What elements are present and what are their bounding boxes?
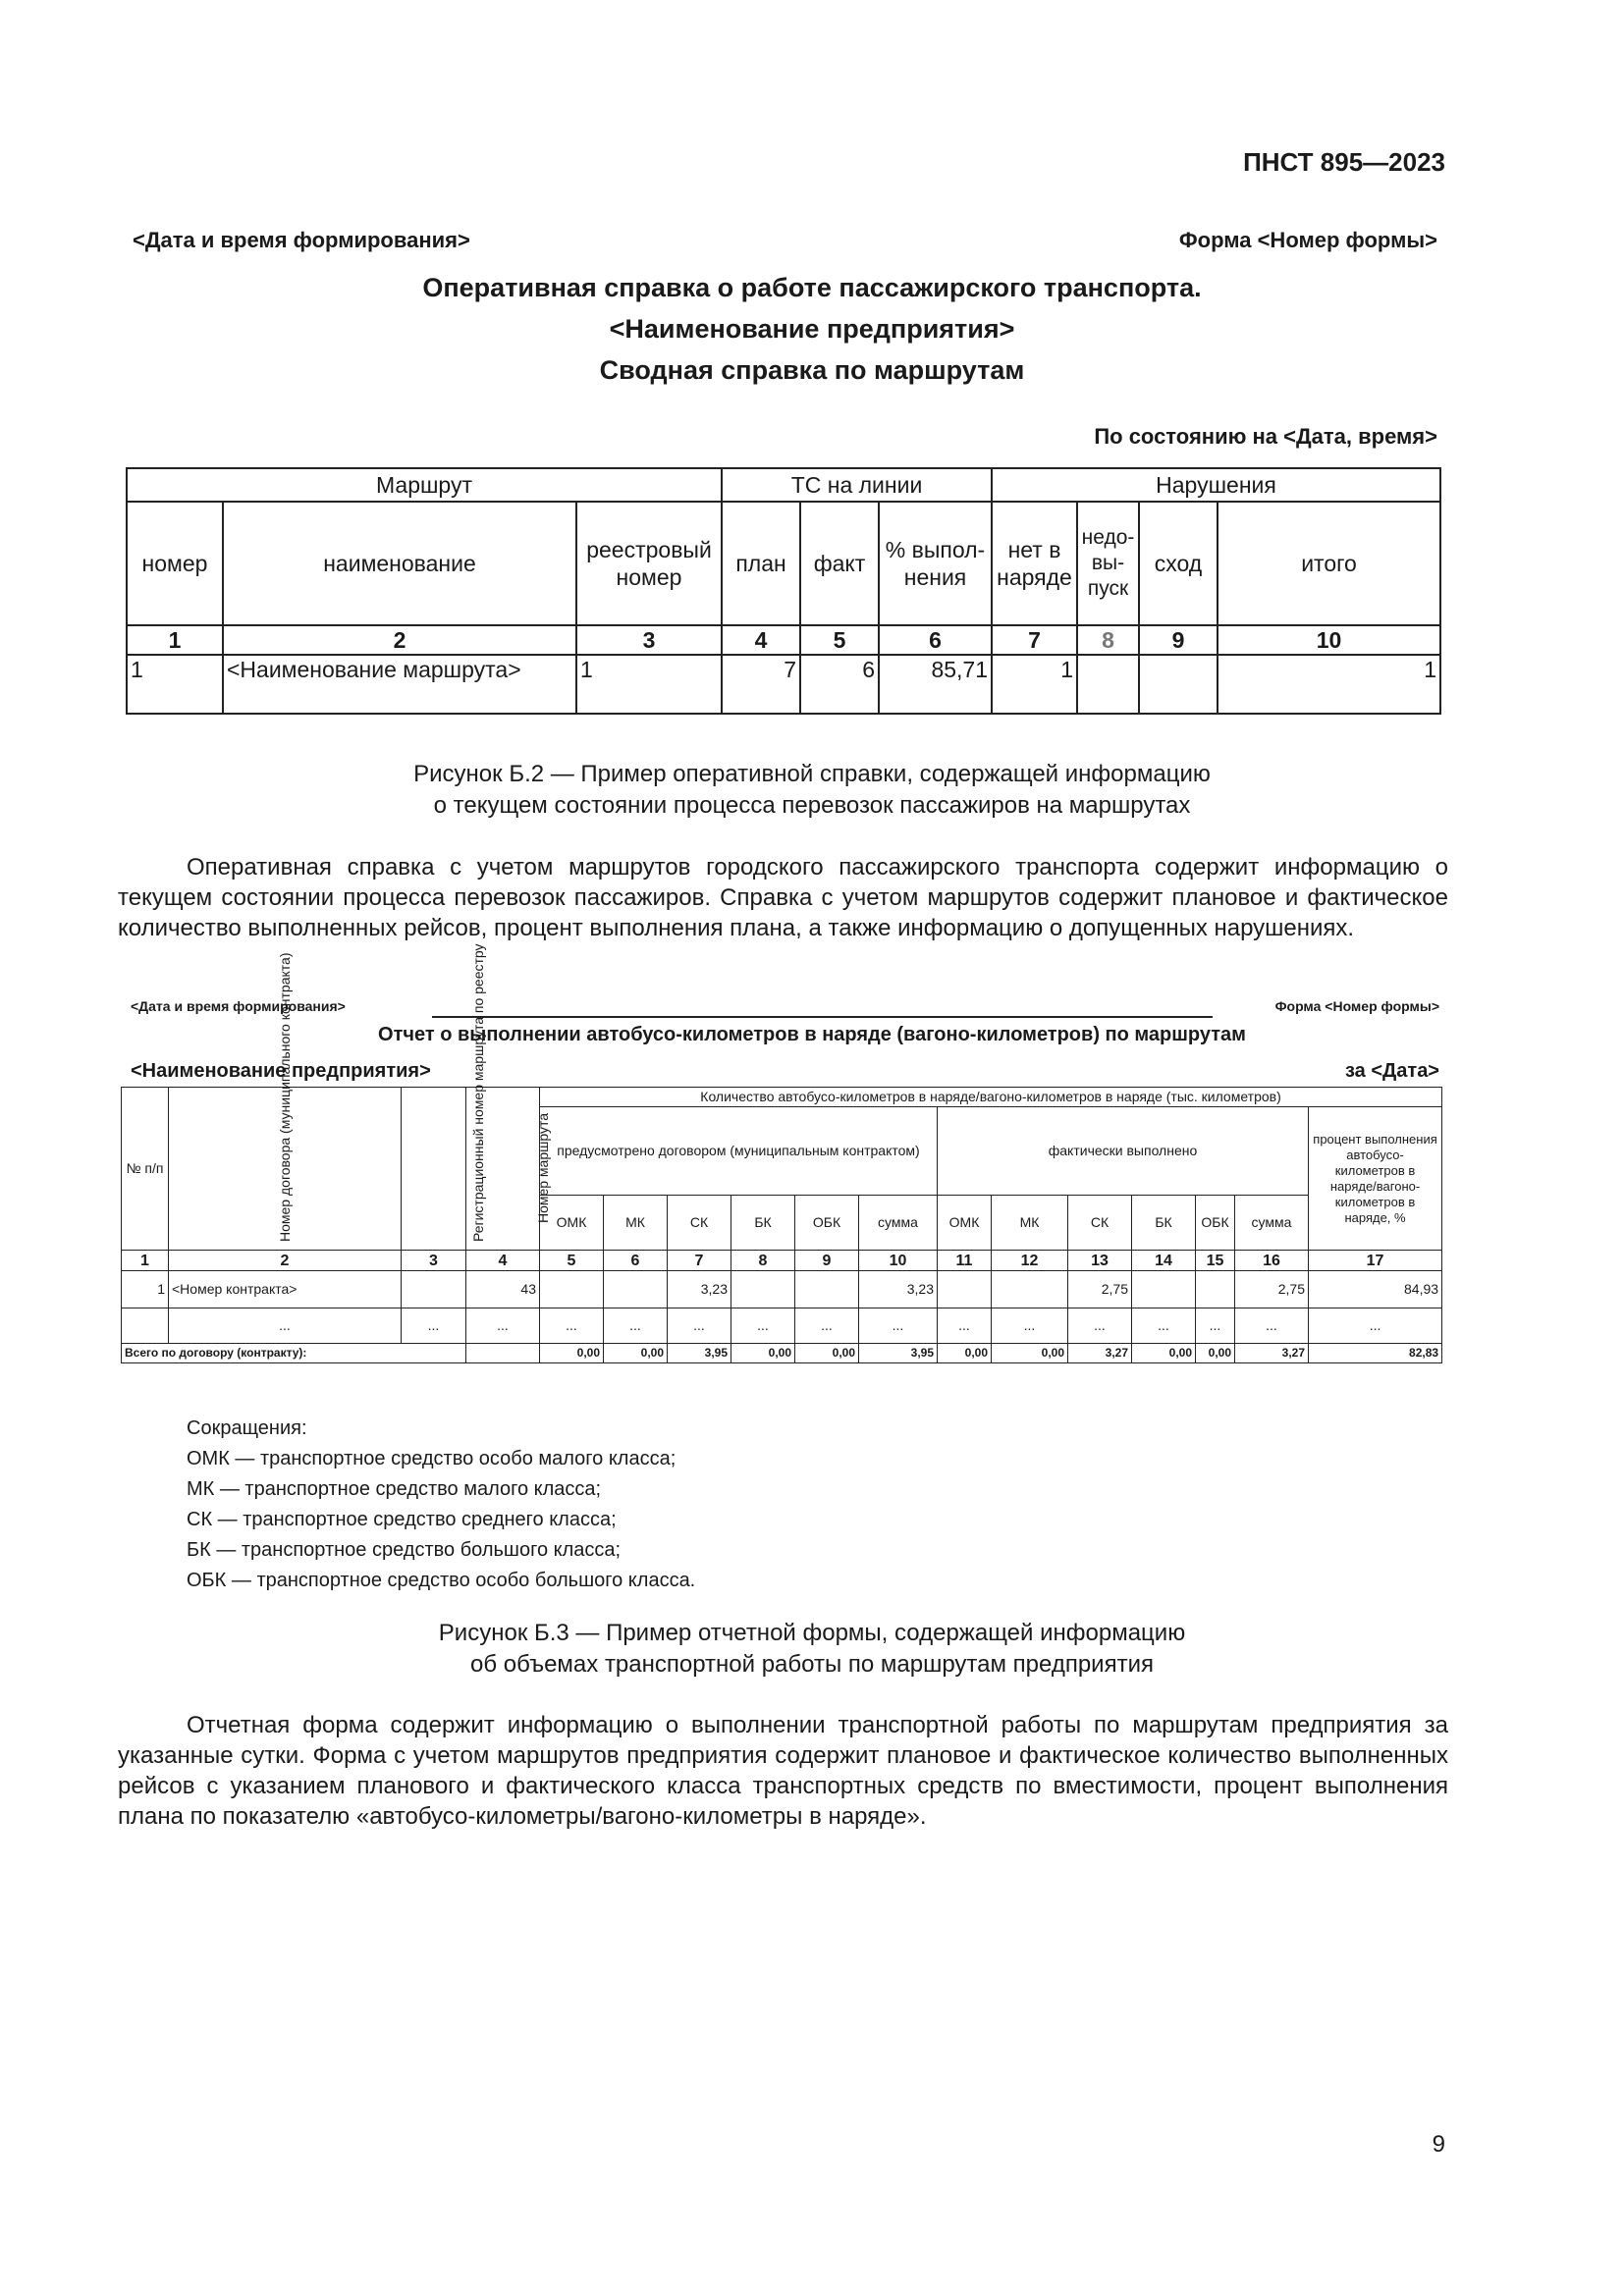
col-header: план — [722, 502, 800, 625]
col-number: 5 — [800, 625, 879, 655]
cell: 3,27 — [1235, 1344, 1309, 1363]
cell — [540, 1271, 604, 1308]
col-header: номер — [127, 502, 223, 625]
col-header: МК — [604, 1196, 668, 1251]
cell: 0,00 — [731, 1344, 795, 1363]
abbreviation-item: МК — транспортное средство малого класса; — [187, 1478, 602, 1500]
col-number: 16 — [1235, 1251, 1309, 1271]
col-number: 10 — [859, 1251, 938, 1271]
col-number: 6 — [879, 625, 992, 655]
cell — [466, 1344, 540, 1363]
col-number: 9 — [1139, 625, 1218, 655]
cell — [731, 1271, 795, 1308]
table-row — [122, 1271, 1442, 1308]
cell: ... — [668, 1308, 731, 1344]
cell: 0,00 — [795, 1344, 859, 1363]
col-header: ОБК — [795, 1196, 859, 1251]
cell: 0,00 — [540, 1344, 604, 1363]
col-no: № п/п — [122, 1088, 169, 1251]
col-reg-label: Регистрационный номер маршрута по реестру — [470, 943, 486, 1242]
group-planned: предусмотрено договором (муниципальным контрактом) — [540, 1107, 938, 1196]
col-number: 15 — [1196, 1251, 1235, 1271]
cell — [604, 1271, 668, 1308]
col-header: сумма — [859, 1196, 938, 1251]
col-header: факт — [800, 502, 879, 625]
figure-b2-caption-line2: о текущем состоянии процесса перевозок пассажиров на маршрутах — [433, 792, 1191, 819]
table-row — [122, 1308, 1442, 1344]
col-header: МК — [992, 1196, 1068, 1251]
cell: 7 — [722, 655, 800, 714]
col-number: 14 — [1132, 1251, 1196, 1271]
cell: ... — [540, 1308, 604, 1344]
col-number: 5 — [540, 1251, 604, 1271]
cell: 1 — [127, 655, 223, 714]
form2-date-underline — [432, 1016, 1213, 1018]
abbreviation-item: БК — транспортное средство большого класса; — [187, 1539, 622, 1561]
col-header: наименование — [223, 502, 576, 625]
form2-date-for: за <Дата> — [1344, 1060, 1439, 1082]
form1-state-label: По состоянию на <Дата, время> — [1094, 424, 1437, 449]
paragraph-2 — [118, 1710, 1448, 1832]
cell: ... — [938, 1308, 992, 1344]
abbreviation-item: СК — транспортное средство среднего класса; — [187, 1509, 617, 1530]
table-header-row — [127, 502, 1440, 625]
cell: 84,93 — [1309, 1271, 1442, 1308]
group-km: Количество автобусо-километров в наряде/вагоно-километров в наряде (тыс. километров) — [540, 1088, 1442, 1107]
col-number: 1 — [127, 625, 223, 655]
col-number: 1 — [122, 1251, 169, 1271]
form2-title: Отчет о выполнении автобусо-километров в наряде (вагоно-километров) по маршрутам — [378, 1024, 1246, 1045]
column-numbers-row — [127, 625, 1440, 655]
cell: ... — [992, 1308, 1068, 1344]
col-reg — [402, 943, 486, 1251]
cell: 3,27 — [1068, 1344, 1132, 1363]
cell: 3,23 — [668, 1271, 731, 1308]
col-header: ОМК — [540, 1196, 604, 1251]
form1-title-line3: Сводная справка по маршрутам — [599, 355, 1025, 385]
cell: <Наименование маршрута> — [223, 655, 576, 714]
col-header: сумма — [1235, 1196, 1309, 1251]
col-number: 8 — [731, 1251, 795, 1271]
abbreviations-title: Сокращения: — [187, 1417, 307, 1439]
cell: 1 — [576, 655, 722, 714]
cell: 1 — [1218, 655, 1440, 714]
col-number: 12 — [992, 1251, 1068, 1271]
cell: 82,83 — [1309, 1344, 1442, 1363]
group-ts: ТС на линии — [722, 468, 992, 502]
cell: 3,23 — [859, 1271, 938, 1308]
cell: 43 — [466, 1271, 540, 1308]
col-contract-label: Номер договора (муниципального контракта) — [277, 952, 293, 1242]
cell: 0,00 — [1196, 1344, 1235, 1363]
cell: ... — [859, 1308, 938, 1344]
col-header: нет в наряде — [992, 502, 1077, 625]
col-header: сход — [1139, 502, 1218, 625]
col-number: 3 — [402, 1251, 466, 1271]
group-route: Маршрут — [127, 468, 722, 502]
col-number: 2 — [223, 625, 576, 655]
cell: ... — [1235, 1308, 1309, 1344]
col-number: 10 — [1218, 625, 1440, 655]
form2-form-label: Форма <Номер формы> — [1274, 998, 1439, 1014]
col-number: 3 — [576, 625, 722, 655]
cell: ... — [1309, 1308, 1442, 1344]
cell: ... — [604, 1308, 668, 1344]
col-header: БК — [731, 1196, 795, 1251]
cell: <Номер контракта> — [169, 1271, 402, 1308]
col-number: 9 — [795, 1251, 859, 1271]
cell — [938, 1271, 992, 1308]
column-numbers-row — [122, 1251, 1442, 1271]
col-number: 4 — [722, 625, 800, 655]
figure-b3-caption-line1: Рисунок Б.3 — Пример отчетной формы, содержащей информацию — [438, 1620, 1186, 1646]
cell — [1077, 655, 1139, 714]
cell: ... — [731, 1308, 795, 1344]
paragraph-1-text: Оперативная справка с учетом маршрутов городского пассажирского транспорта содержит информацию о текущем состоянии процесса перевозок пассажиров. Справка с учетом маршрутов содержит плановое и фактическое количество выполненных рейсов, процент выполнения плана, а также информацию о допущенных нарушениях. — [118, 854, 1448, 941]
form2-org-label: <Наименование предприятия> — [131, 1060, 431, 1082]
total-label: Всего по договору (контракту): — [122, 1344, 466, 1363]
col-number: 11 — [938, 1251, 992, 1271]
col-number: 17 — [1309, 1251, 1442, 1271]
paragraph-2-text: Отчетная форма содержит информацию о выполнении транспортной работы по маршрутам предприятия за указанные сутки. Форма с учетом маршрутов предприятия содержит плановое и фактическое количество выполненных рейсов с указанием планового и фактического класса транспортных средств по вместимости, процент выполнения плана по показателю «автобусо-километры/вагоно-километры в наряде». — [118, 1712, 1448, 1830]
cell — [795, 1271, 859, 1308]
col-header: СК — [1068, 1196, 1132, 1251]
group-actual: фактически выполнено — [938, 1107, 1309, 1196]
abbreviation-item: ОМК — транспортное средство особо малого класса; — [187, 1448, 677, 1469]
form1-form-label: Форма <Номер формы> — [1178, 228, 1437, 252]
col-number: 2 — [169, 1251, 402, 1271]
col-header: ОМК — [938, 1196, 992, 1251]
cell — [1132, 1271, 1196, 1308]
cell: ... — [1132, 1308, 1196, 1344]
col-header: недо-вы-пуск — [1077, 502, 1139, 625]
col-route-label: Номер маршрута — [535, 1112, 551, 1224]
abbreviation-item: ОБК — транспортное средство особо большого класса. — [187, 1570, 696, 1591]
cell: ... — [402, 1308, 466, 1344]
col-header: % выпол-нения — [879, 502, 992, 625]
cell — [122, 1308, 169, 1344]
col-number: 7 — [992, 625, 1077, 655]
table-total-row — [122, 1344, 1442, 1363]
cell — [402, 1271, 466, 1308]
col-header: ОБК — [1196, 1196, 1235, 1251]
table-group-row — [122, 1088, 1442, 1107]
cell: 2,75 — [1068, 1271, 1132, 1308]
figure-b3-caption-line2: об объемах транспортной работы по маршрутам предприятия — [470, 1651, 1154, 1678]
col-percent: процент выполнения автобусо-километров в наряде/вагоно-километров в наряде, % — [1309, 1107, 1442, 1251]
cell: ... — [169, 1308, 402, 1344]
cell: 3,95 — [859, 1344, 938, 1363]
cell: 1 — [992, 655, 1077, 714]
cell: 0,00 — [604, 1344, 668, 1363]
col-header: СК — [668, 1196, 731, 1251]
standard-number: ПНСТ 895—2023 — [1243, 147, 1445, 177]
cell: 1 — [122, 1271, 169, 1308]
col-header: итого — [1218, 502, 1440, 625]
col-header: БК — [1132, 1196, 1196, 1251]
table-row — [127, 655, 1440, 714]
cell: 0,00 — [938, 1344, 992, 1363]
cell: 2,75 — [1235, 1271, 1309, 1308]
cell — [1139, 655, 1218, 714]
cell — [992, 1271, 1068, 1308]
col-number: 8 — [1077, 625, 1139, 655]
cell: 6 — [800, 655, 879, 714]
form1-date-label: <Дата и время формирования> — [133, 228, 470, 252]
group-violations: Нарушения — [992, 468, 1440, 502]
cell: ... — [466, 1308, 540, 1344]
form1-title-line1: Оперативная справка о работе пассажирского транспорта. — [422, 273, 1202, 302]
page-number: 9 — [1432, 2131, 1445, 2158]
cell: ... — [795, 1308, 859, 1344]
routes-summary-table — [126, 467, 1441, 715]
abbreviations — [187, 1414, 695, 1596]
col-number: 13 — [1068, 1251, 1132, 1271]
col-number: 6 — [604, 1251, 668, 1271]
cell: 85,71 — [879, 655, 992, 714]
paragraph-1 — [118, 852, 1448, 943]
cell: 0,00 — [1132, 1344, 1196, 1363]
col-number: 7 — [668, 1251, 731, 1271]
cell — [1196, 1271, 1235, 1308]
col-number: 4 — [466, 1251, 540, 1271]
cell: 0,00 — [992, 1344, 1068, 1363]
cell: ... — [1196, 1308, 1235, 1344]
form1-title-line2: <Наименование предприятия> — [609, 314, 1015, 344]
cell: 3,95 — [668, 1344, 731, 1363]
form2-date-label: <Дата и время формирования> — [131, 998, 346, 1014]
table-group-row — [127, 468, 1440, 502]
figure-b2-caption-line1: Рисунок Б.2 — Пример оперативной справки, содержащей информацию — [413, 761, 1211, 787]
cell: ... — [1068, 1308, 1132, 1344]
col-header: реестровый номер — [576, 502, 722, 625]
